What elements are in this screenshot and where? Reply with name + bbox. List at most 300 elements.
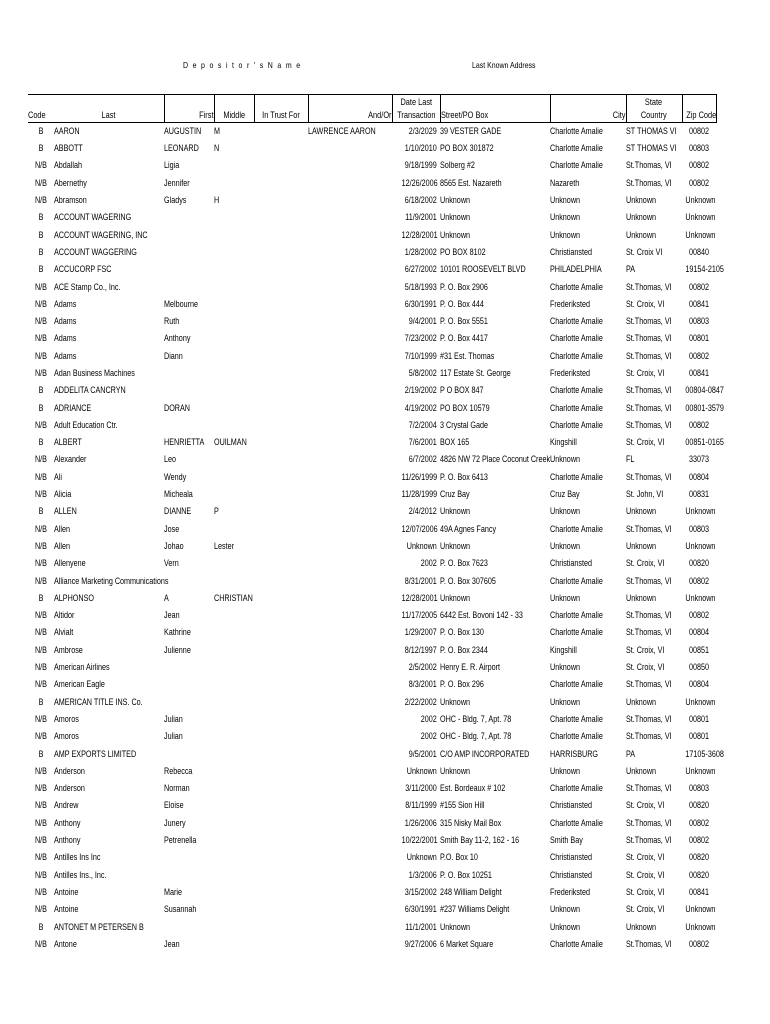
middle-name-cell — [214, 521, 246, 538]
in-trust-for-cell — [254, 936, 297, 953]
city-cell: Unknown — [550, 696, 581, 707]
date-cell: 8/31/2001 — [404, 575, 437, 586]
table-row — [28, 226, 716, 243]
last-name-cell: Ambrose — [54, 644, 83, 655]
first-name-cell: Vern — [164, 558, 179, 569]
code-cell: N/B — [34, 333, 47, 344]
middle-name-cell: CHRISTIAN — [214, 592, 253, 603]
and-or-cell — [308, 434, 375, 451]
table-body — [28, 123, 724, 953]
zip-cell: 00803 — [688, 523, 710, 534]
in-trust-for-cell — [254, 832, 297, 849]
middle-name-cell — [214, 175, 246, 192]
middle-name-cell — [214, 313, 246, 330]
zip-cell: 00803 — [688, 783, 710, 794]
first-name-cell — [164, 244, 204, 261]
city-cell: Nazareth — [550, 177, 580, 188]
city-cell: Christiansted — [550, 852, 593, 863]
zip-cell: 00804 — [688, 627, 710, 638]
in-trust-for-cell — [254, 711, 297, 728]
middle-name-cell: OUILMAN — [214, 437, 247, 448]
code-cell: N/B — [34, 540, 47, 551]
first-name-cell: A — [164, 592, 169, 603]
code-cell: B — [38, 696, 44, 707]
last-name-cell: Altidor — [54, 610, 75, 621]
table-row — [28, 936, 716, 953]
date-cell: 3/11/2000 — [405, 783, 437, 794]
date-cell: 12/26/2006 — [401, 177, 438, 188]
code-cell: B — [38, 402, 44, 413]
first-name-cell: Gladys — [164, 195, 187, 206]
middle-name-cell — [214, 365, 246, 382]
street-cell: 8565 Est. Nazareth — [440, 177, 502, 188]
state-cell: ST THOMAS VI — [626, 143, 677, 154]
street-cell: Unknown — [440, 592, 471, 603]
first-name-cell — [164, 382, 204, 399]
code-cell: N/B — [34, 765, 47, 776]
table-row — [28, 348, 716, 365]
city-cell: PHILADELPHIA — [550, 264, 602, 275]
last-name-cell: ADDELITA CANCRYN — [54, 385, 126, 396]
city-cell: Unknown — [550, 195, 581, 206]
city-cell: Charlotte Amalie — [550, 783, 603, 794]
middle-name-cell — [214, 226, 246, 243]
last-name-cell: Adams — [54, 316, 77, 327]
zip-cell: 19154-2105 — [685, 264, 724, 275]
code-cell: N/B — [34, 454, 47, 465]
city-cell: Kingshill — [550, 644, 577, 655]
date-cell: 6/18/2002 — [404, 195, 437, 206]
street-cell: #155 Sion Hill — [440, 800, 485, 811]
code-cell: N/B — [34, 558, 47, 569]
table-row — [28, 157, 716, 174]
and-or-cell — [308, 590, 375, 607]
last-name-cell: American Airlines — [54, 662, 110, 673]
first-name-cell: Julian — [164, 713, 183, 724]
date-cell: 11/1/2001 — [405, 921, 437, 932]
first-name-cell: Petrenella — [164, 835, 197, 846]
first-name-cell — [164, 572, 204, 589]
street-cell: Unknown — [440, 696, 471, 707]
code-cell: N/B — [34, 679, 47, 690]
date-cell: 2/19/2002 — [404, 385, 437, 396]
code-cell: N/B — [34, 938, 47, 949]
date-cell: 2002 — [420, 558, 437, 569]
zip-cell: 00820 — [688, 869, 710, 880]
state-cell: St.Thomas, VI — [626, 817, 672, 828]
table-row — [28, 278, 716, 295]
street-cell: 248 William Delight — [440, 886, 502, 897]
table-row — [28, 209, 716, 226]
zip-cell: 33073 — [688, 454, 710, 465]
zip-cell: 00802 — [688, 610, 710, 621]
first-name-cell: Leo — [164, 454, 177, 465]
date-cell: 1/26/2006 — [404, 817, 437, 828]
code-cell: N/B — [34, 368, 47, 378]
code-cell: N/B — [34, 610, 47, 621]
middle-name-cell — [214, 832, 246, 849]
street-cell: P. O. Box 7623 — [440, 558, 488, 569]
table-row — [28, 624, 716, 641]
last-header: Last — [54, 109, 164, 123]
street-cell: P. O. Box 5551 — [440, 316, 488, 327]
zip-cell: 00802 — [688, 126, 710, 136]
middle-header: Middle — [214, 109, 254, 123]
state-cell: St.Thomas, VI — [626, 160, 672, 171]
zip-cell: 00801 — [688, 731, 710, 742]
code-cell: N/B — [34, 869, 47, 880]
in-trust-for-cell — [254, 866, 297, 883]
table-row — [28, 538, 716, 555]
street-cell: Henry E. R. Airport — [440, 662, 501, 673]
code-cell: N/B — [34, 644, 47, 655]
middle-name-cell — [214, 607, 246, 624]
middle-name-cell — [214, 486, 246, 503]
last-name-cell: Anderson — [54, 765, 85, 776]
first-name-cell: Marie — [164, 886, 183, 897]
and-or-cell — [308, 538, 375, 555]
city-cell: Frederiksted — [550, 886, 591, 897]
table-row — [28, 313, 716, 330]
in-trust-for-cell — [254, 797, 297, 814]
and-or-cell — [308, 659, 375, 676]
last-name-cell: ALPHONSO — [54, 592, 95, 603]
zip-cell: 00820 — [688, 800, 710, 811]
street-cell: #31 Est. Thomas — [440, 350, 495, 361]
state-cell: Unknown — [626, 212, 657, 223]
table-row — [28, 261, 716, 278]
first-name-cell: Julienne — [164, 644, 191, 655]
street-cell: OHC - Bldg. 7, Apt. 78 — [440, 713, 512, 724]
city-cell: Charlotte Amalie — [550, 523, 603, 534]
city-cell: Charlotte Amalie — [550, 316, 603, 327]
and-or-cell — [308, 157, 375, 174]
first-name-cell: Jean — [164, 938, 180, 949]
city-cell: Charlotte Amalie — [550, 817, 603, 828]
city-cell: Charlotte Amalie — [550, 575, 603, 586]
first-name-cell: Diann — [164, 350, 183, 361]
zip-cell: Unknown — [685, 921, 716, 932]
first-name-cell: LEONARD — [164, 143, 199, 154]
code-cell: N/B — [34, 627, 47, 638]
and-or-cell — [308, 815, 375, 832]
in-trust-for-cell — [254, 469, 297, 486]
date-cell: 6/30/1991 — [404, 904, 437, 915]
last-name-cell: Adams — [54, 350, 77, 361]
street-cell: Est. Bordeaux # 102 — [440, 783, 506, 794]
date-cell: 2/3/2029 — [408, 126, 437, 136]
code-cell: N/B — [34, 904, 47, 915]
street-cell: Unknown — [440, 506, 471, 517]
middle-name-cell — [214, 348, 246, 365]
zip-cell: Unknown — [685, 696, 716, 707]
city-cell: Unknown — [550, 921, 581, 932]
and-or-cell — [308, 745, 375, 762]
first-name-cell: HENRIETTA — [164, 437, 205, 448]
last-name-cell: Alexander — [54, 454, 87, 465]
date-cell: 1/28/2002 — [404, 246, 437, 257]
zip-cell: 00804-0847 — [685, 385, 724, 396]
last-name-cell: ALBERT — [54, 437, 82, 448]
table-row — [28, 469, 716, 486]
table-row — [28, 918, 716, 935]
code-cell: N/B — [34, 575, 47, 586]
state-cell: Unknown — [626, 921, 657, 932]
table-row — [28, 607, 716, 624]
first-name-cell: Julian — [164, 731, 183, 742]
first-name-cell — [164, 659, 204, 676]
in-trust-for-header: In Trust For — [254, 109, 308, 123]
first-name-cell — [164, 365, 204, 382]
city-cell: Charlotte Amalie — [550, 938, 603, 949]
street-cell: PO BOX 10579 — [440, 402, 490, 413]
city-cell: Charlotte Amalie — [550, 402, 603, 413]
table-row — [28, 192, 716, 209]
table-row — [28, 676, 716, 693]
zip-cell: 00851-0165 — [685, 437, 724, 448]
in-trust-for-cell — [254, 659, 297, 676]
street-cell: 6 Market Square — [440, 938, 494, 949]
date-cell: Unknown — [406, 540, 437, 551]
table-row — [28, 521, 716, 538]
table-row — [28, 503, 716, 520]
street-cell: PO BOX 301872 — [440, 143, 494, 154]
and-or-cell — [308, 866, 375, 883]
date-cell: 7/23/2002 — [404, 333, 437, 344]
zip-cell: 00841 — [688, 368, 710, 378]
code-cell: B — [38, 921, 44, 932]
city-cell: Cruz Bay — [550, 489, 580, 500]
first-name-cell — [164, 676, 204, 693]
street-cell: Unknown — [440, 229, 471, 240]
code-cell: N/B — [34, 316, 47, 327]
state-cell: Unknown — [626, 765, 657, 776]
last-name-cell: Abramson — [54, 195, 87, 206]
last-name-cell: Adan Business Machines — [54, 368, 135, 378]
last-known-address-heading: Last Known Address — [472, 60, 536, 70]
street-cell: Solberg #2 — [440, 160, 475, 171]
and-or-cell — [308, 572, 375, 589]
state-cell: St. Croix, VI — [626, 852, 665, 863]
date-cell: 9/18/1999 — [404, 160, 437, 171]
date-cell: 12/07/2006 — [401, 523, 438, 534]
first-name-cell: AUGUSTIN — [164, 126, 202, 136]
state-cell: Unknown — [626, 229, 657, 240]
in-trust-for-cell — [254, 192, 297, 209]
code-cell: N/B — [34, 523, 47, 534]
zip-cell: 00801 — [688, 713, 710, 724]
date-cell: 2002 — [420, 731, 437, 742]
and-or-cell — [308, 313, 375, 330]
date-cell: 11/26/1999 — [401, 471, 438, 482]
first-name-cell — [164, 417, 204, 434]
state-cell: St.Thomas, VI — [626, 679, 672, 690]
in-trust-for-cell — [254, 278, 297, 295]
state-cell: Unknown — [626, 540, 657, 551]
zip-cell: Unknown — [685, 765, 716, 776]
last-name-cell: ACCOUNT WAGGERING — [54, 246, 137, 257]
and-or-cell — [308, 417, 375, 434]
last-name-cell: AARON — [54, 126, 80, 136]
and-or-cell — [308, 192, 375, 209]
first-header: First — [164, 109, 214, 123]
date-cell: 10/22/2001 — [401, 835, 438, 846]
state-cell: St.Thomas, VI — [626, 713, 672, 724]
city-cell: Christiansted — [550, 558, 593, 569]
date-cell: 11/28/1999 — [401, 489, 438, 500]
code-cell: B — [38, 748, 44, 759]
code-cell: N/B — [34, 783, 47, 794]
state-cell: St.Thomas, VI — [626, 731, 672, 742]
city-cell: Charlotte Amalie — [550, 126, 603, 136]
city-cell: Charlotte Amalie — [550, 333, 603, 344]
last-name-cell: Amoros — [54, 713, 79, 724]
state-cell: St. Croix, VI — [626, 368, 665, 378]
date-cell: 8/3/2001 — [408, 679, 437, 690]
middle-name-cell — [214, 745, 246, 762]
in-trust-for-cell — [254, 676, 297, 693]
middle-name-cell — [214, 451, 246, 468]
date-cell: 9/27/2006 — [404, 938, 437, 949]
city-cell: Smith Bay — [550, 835, 583, 846]
state-cell: St. Croix, VI — [626, 644, 665, 655]
table-row — [28, 451, 716, 468]
date-cell: 11/9/2001 — [405, 212, 437, 223]
code-cell: N/B — [34, 177, 47, 188]
last-name-cell: Antoine — [54, 904, 79, 915]
code-cell: N/B — [34, 281, 47, 292]
code-cell: N/B — [34, 195, 47, 206]
first-name-cell: DORAN — [164, 402, 191, 413]
middle-name-cell — [214, 849, 246, 866]
middle-name-cell — [214, 763, 246, 780]
table-row — [28, 694, 716, 711]
state-cell: St. Croix, VI — [626, 437, 665, 448]
first-name-cell: Johao — [164, 540, 184, 551]
transaction-header: Transaction — [392, 109, 440, 123]
zip-cell: 00802 — [688, 817, 710, 828]
street-cell: P. O. Box 10251 — [440, 869, 492, 880]
last-name-cell: ABBOTT — [54, 143, 83, 154]
street-cell: BOX 165 — [440, 437, 470, 448]
in-trust-for-cell — [254, 590, 297, 607]
middle-name-cell — [214, 330, 246, 347]
middle-name-cell — [214, 642, 246, 659]
zip-cell: 00841 — [688, 886, 710, 897]
zip-cell: Unknown — [685, 195, 716, 206]
street-cell: 117 Estate St. George — [440, 368, 511, 378]
city-cell: Christiansted — [550, 800, 593, 811]
date-cell: 2/5/2002 — [408, 662, 437, 673]
middle-name-cell — [214, 296, 246, 313]
city-cell: Charlotte Amalie — [550, 713, 603, 724]
in-trust-for-cell — [254, 330, 297, 347]
date-cell: 2/22/2002 — [404, 696, 437, 707]
last-name-cell: Ali — [54, 471, 63, 482]
zip-cell: 00803 — [688, 316, 710, 327]
table-row — [28, 711, 716, 728]
zip-cell: 00851 — [688, 644, 710, 655]
date-cell: Unknown — [406, 852, 437, 863]
code-cell: B — [38, 506, 44, 517]
last-name-cell: Alvialt — [54, 627, 74, 638]
city-cell: Charlotte Amalie — [550, 679, 603, 690]
middle-name-cell — [214, 555, 246, 572]
street-cell: P. O. Box 296 — [440, 679, 484, 690]
and-or-cell — [308, 451, 375, 468]
first-name-cell: Wendy — [164, 471, 187, 482]
code-cell: N/B — [34, 350, 47, 361]
in-trust-for-cell — [254, 399, 297, 416]
city-cell: Christiansted — [550, 246, 593, 257]
code-cell: B — [38, 229, 44, 240]
street-cell: P O BOX 847 — [440, 385, 484, 396]
middle-name-cell — [214, 417, 246, 434]
and-or-cell — [308, 330, 375, 347]
zip-cell: Unknown — [685, 540, 716, 551]
and-or-cell — [308, 296, 375, 313]
street-cell: 49A Agnes Fancy — [440, 523, 497, 534]
date-cell: 11/17/2005 — [401, 610, 438, 621]
in-trust-for-cell — [254, 694, 297, 711]
and-or-cell — [308, 503, 375, 520]
in-trust-for-cell — [254, 849, 297, 866]
street-cell: 10101 ROOSEVELT BLVD — [440, 264, 526, 275]
street-cell: P. O. Box 444 — [440, 298, 484, 309]
street-cell: Cruz Bay — [440, 489, 470, 500]
date-cell: 1/10/2010 — [404, 143, 437, 154]
last-name-cell: Adult Education Ctr. — [54, 419, 118, 430]
last-name-cell: ACCUCORP FSC — [54, 264, 112, 275]
state-cell: St. Croix, VI — [626, 904, 665, 915]
table-row — [28, 382, 716, 399]
and-or-cell — [308, 348, 375, 365]
street-cell: P. O. Box 2906 — [440, 281, 488, 292]
zip-cell: Unknown — [685, 506, 716, 517]
state-cell: St.Thomas, VI — [626, 350, 672, 361]
table-row — [28, 434, 716, 451]
state-cell: St. Croix, VI — [626, 298, 665, 309]
state-cell: St. Croix VI — [626, 246, 663, 257]
first-name-cell — [164, 261, 204, 278]
street-cell: Unknown — [440, 921, 471, 932]
middle-name-cell — [214, 866, 246, 883]
middle-name-cell: Lester — [214, 540, 235, 551]
state-cell: St. John, VI — [626, 489, 664, 500]
zip-cell: 00801-3579 — [685, 402, 724, 413]
street-cell: Unknown — [440, 540, 471, 551]
middle-name-cell — [214, 901, 246, 918]
state-cell: St. Croix, VI — [626, 558, 665, 569]
and-or-cell — [308, 832, 375, 849]
middle-name-cell — [214, 659, 246, 676]
last-name-cell: Allenyene — [54, 558, 86, 569]
middle-name-cell — [214, 936, 246, 953]
table-row — [28, 728, 716, 745]
last-name-cell: ACCOUNT WAGERING, INC — [54, 229, 148, 240]
street-cell: P. O. Box 6413 — [440, 471, 488, 482]
code-cell: B — [38, 143, 44, 154]
first-name-cell: Susannah — [164, 904, 197, 915]
in-trust-for-cell — [254, 728, 297, 745]
table-row — [28, 780, 716, 797]
and-or-cell — [308, 728, 375, 745]
city-cell: Unknown — [550, 212, 581, 223]
first-name-cell: Anthony — [164, 333, 191, 344]
date-cell: 7/10/1999 — [404, 350, 437, 361]
state-cell: St.Thomas, VI — [626, 938, 672, 949]
in-trust-for-cell — [254, 451, 297, 468]
